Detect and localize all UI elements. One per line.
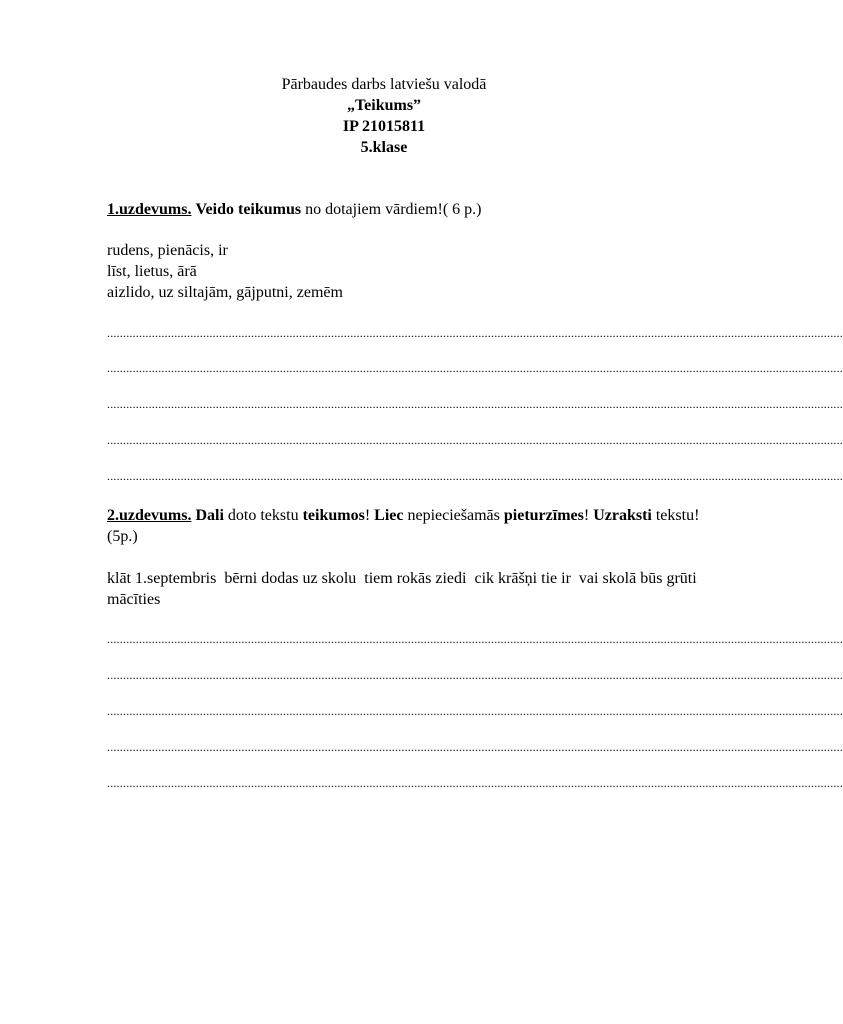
task-2-bold-5: Uzraksti [593,507,652,524]
task-2-text-1: doto tekstu [223,507,303,524]
worksheet-grade: 5.klase [360,139,408,156]
worksheet-code: IP 21015811 [342,118,426,135]
word-group-1: rudens, pienācis, ir [107,242,228,259]
task-1-answer-line-3[interactable]: ...................................................................................................................................................................................................................................... [107,397,843,411]
task-1-answer-line-4[interactable]: ...................................................................................................................................................................................................................................... [107,433,843,447]
word-group-3: aizlido, uz siltajām, gājputni, zemēm [107,284,343,301]
task-2-text-3: nepieciešamās [403,507,504,524]
task-2-bold-2: teikumos [302,507,365,524]
task-2-source-text: klāt 1.septembris bērni dodas uz skolu tiem rokās ziedi cik krāšņi tie ir vai skolā būs grūti mācīties [107,570,701,608]
worksheet-topic: „Teikums” [346,97,422,114]
task-2-answer-line-4[interactable]: ...................................................................................................................................................................................................................................... [107,740,843,754]
task-1-instruction [107,199,717,220]
task-2-answer-line-2[interactable]: ...................................................................................................................................................................................................................................... [107,668,843,682]
task-2-number: 2.uzdevums. [107,507,192,524]
task-2-answer-line-3[interactable]: ...................................................................................................................................................................................................................................... [107,704,843,718]
task-1-rest: no dotajiem vārdiem!( 6 p.) [301,201,482,218]
task-1-word-list [107,240,343,303]
task-1-answer-line-1[interactable]: ...................................................................................................................................................................................................................................... [107,326,843,340]
task-2-answer-line-5[interactable]: ...................................................................................................................................................................................................................................... [107,776,843,790]
worksheet-header [0,74,768,158]
task-2-bold-1: Dali [195,507,224,524]
task-1-number: 1.uzdevums. [107,201,192,218]
task-1-bold-part: Veido teikumus [195,201,302,218]
task-1-answer-line-2[interactable]: ...................................................................................................................................................................................................................................... [107,361,843,375]
task-2-text-5: tekstu!(5p.) [107,507,700,545]
task-2-bold-4: pieturzīmes [503,507,584,524]
task-2-answer-line-1[interactable]: ...................................................................................................................................................................................................................................... [107,632,843,646]
word-group-2: līst, lietus, ārā [107,263,197,280]
task-1-answer-line-5[interactable]: ...................................................................................................................................................................................................................................... [107,469,843,483]
task-2-text-4: ! [583,507,594,524]
task-2-text-2: ! [364,507,375,524]
task-2-instruction [107,505,717,547]
worksheet-title: Pārbaudes darbs latviešu valodā [281,76,487,93]
task-2-bold-3: Liec [374,507,404,524]
